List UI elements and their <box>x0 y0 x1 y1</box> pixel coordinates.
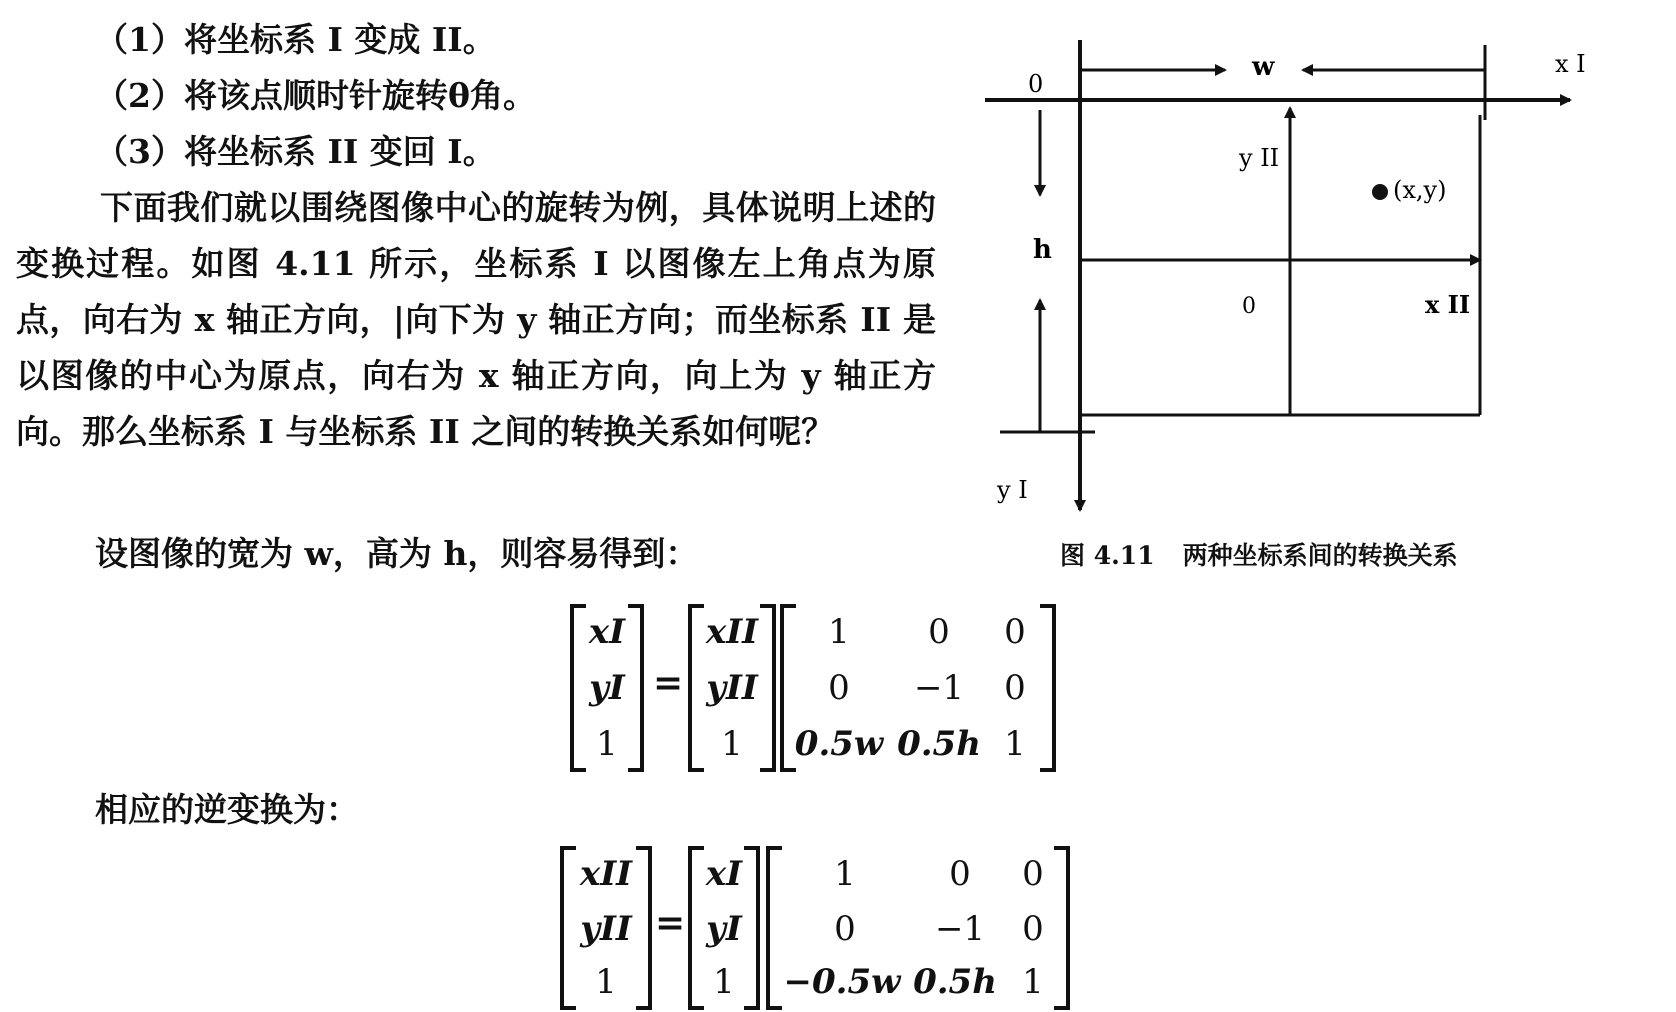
explanation-paragraph: 下面我们就以围绕图像中心的旋转为例，具体说明上述的变换过程。如图 4.11 所示，坐标系 I 以图像左上角点为原点，向右为 x 轴正方向，|向下为 y 轴正方向；而坐标系 II 是以图像的中心为原点，向右为 x 轴正方向，向上为 y 轴正方向。那么坐标系 I 与坐标系 II 之间的转换关系如何呢？ <box>16 188 936 451</box>
eq1-equals: = <box>653 662 684 704</box>
eq2-rhs-vector: xI yI 1 <box>688 846 760 1010</box>
figure-number: 图 4.11 <box>1060 541 1155 570</box>
axis-x-II-label: x II <box>1425 290 1471 319</box>
eq2-transform-matrix: 1 0 0 0 −1 0 −0.5w 0.5h 1 <box>766 846 1070 1010</box>
inverse-intro: 相应的逆变换为： <box>95 790 359 829</box>
axis-y-II-label: y II <box>1239 144 1280 172</box>
step-3: （3）将坐标系 II 变回 I。 <box>95 132 496 171</box>
origin-II-label: 0 <box>1242 294 1256 319</box>
size-paragraph: 设图像的宽为 w，高为 h，则容易得到： <box>95 534 699 573</box>
coordinate-figure <box>985 20 1605 540</box>
width-label: w <box>1252 52 1275 82</box>
eq1-lhs-vector: xI yI 1 <box>570 604 644 772</box>
figure-title: 两种坐标系间的转换关系 <box>1182 541 1458 570</box>
step-2: （2）将该点顺时针旋转θ角。 <box>95 76 536 115</box>
eq1-rhs-vector: xII yII 1 <box>688 604 776 772</box>
point-label: (x,y) <box>1393 176 1447 204</box>
axis-y-I-label: y I <box>997 476 1028 504</box>
axis-x-I-label: x I <box>1555 50 1586 78</box>
eq2-equals: = <box>655 902 686 944</box>
figure-caption <box>1060 536 1458 572</box>
height-label: h <box>1033 235 1052 265</box>
point-marker <box>1372 184 1388 200</box>
eq1-transform-matrix: 1 0 0 0 −1 0 0.5w 0.5h 1 <box>780 604 1056 772</box>
eq2-lhs-vector: xII yII 1 <box>560 846 652 1010</box>
origin-I-label: 0 <box>1028 70 1044 98</box>
step-1: （1）将坐标系 I 变成 II。 <box>95 20 496 59</box>
